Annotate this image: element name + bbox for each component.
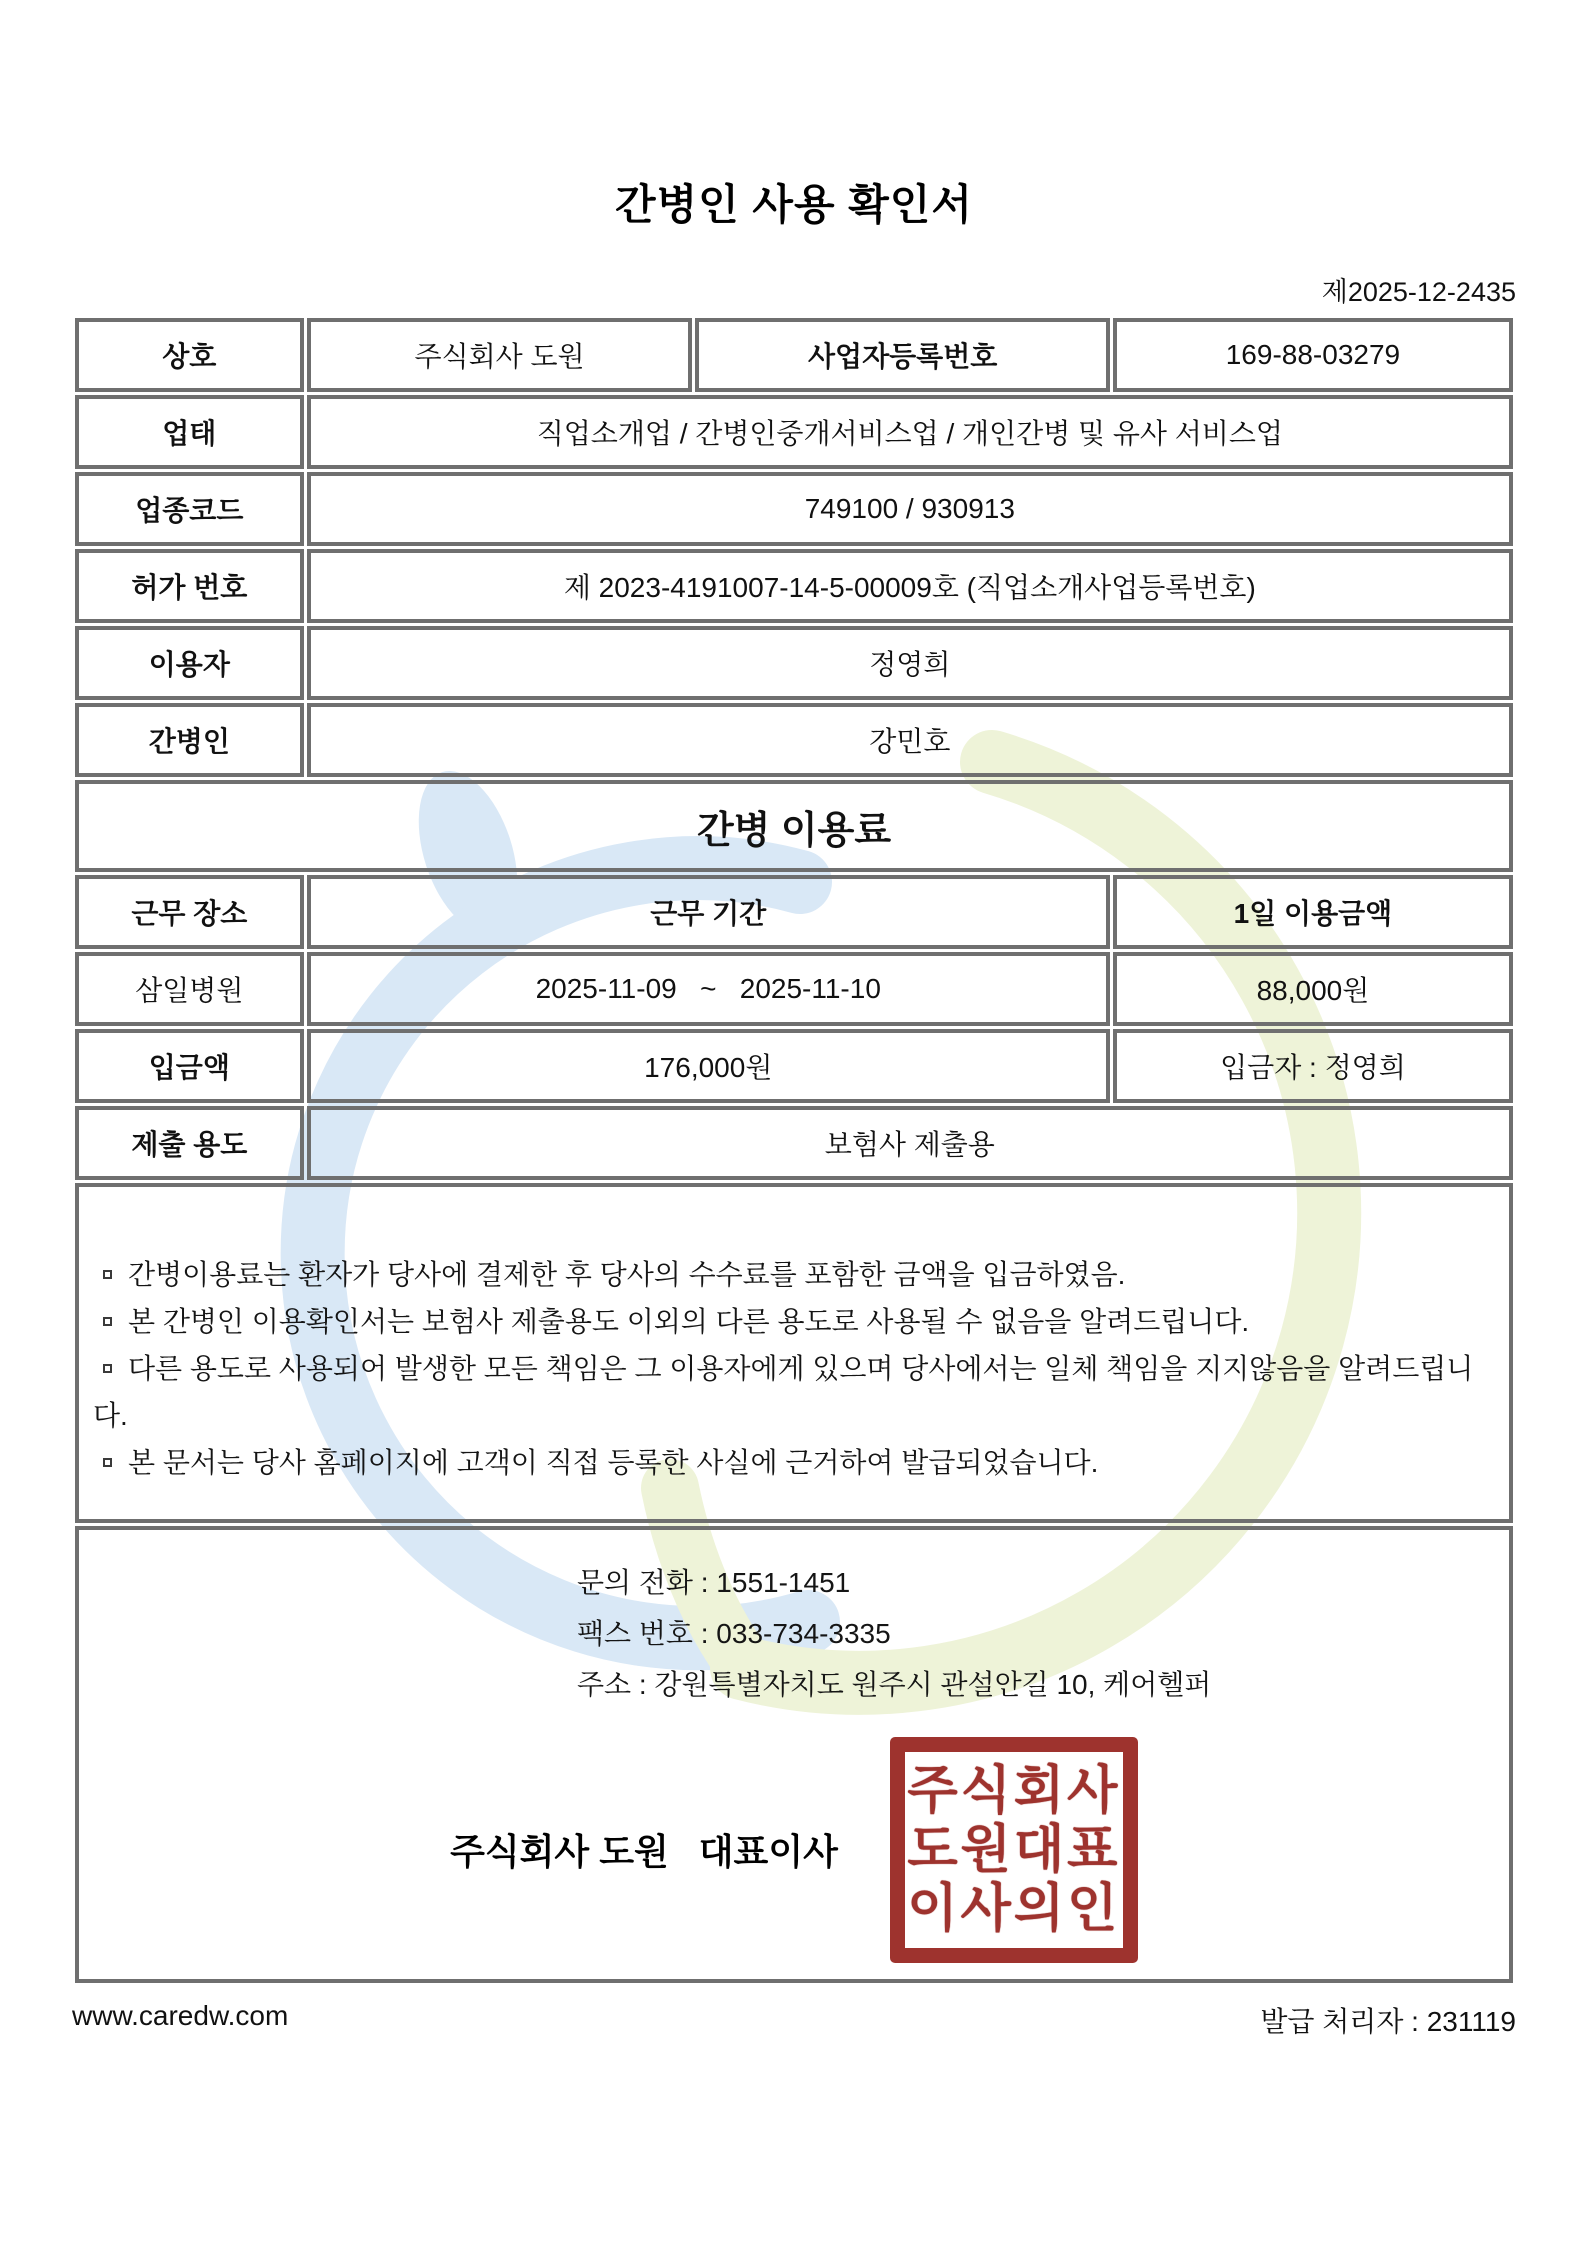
row-fee-values <box>75 952 1513 1026</box>
work-place: 삼일병원 <box>75 952 304 1026</box>
row-purpose <box>75 1106 1513 1180</box>
permit-label: 허가 번호 <box>75 549 304 623</box>
period-header: 근무 기간 <box>307 875 1110 949</box>
fax-line: 팩스 번호 : 033-734-3335 <box>577 1617 891 1649</box>
row-notes <box>75 1183 1513 1523</box>
row-fee-headers <box>75 875 1513 949</box>
note-line <box>93 1439 1487 1486</box>
company-label: 상호 <box>75 318 304 392</box>
biz-reg-label: 사업자등록번호 <box>695 318 1109 392</box>
row-user <box>75 626 1513 700</box>
place-header: 근무 장소 <box>75 875 304 949</box>
user-label: 이용자 <box>75 626 304 700</box>
fee-section-title: 간병 이용료 <box>75 780 1513 872</box>
row-deposit <box>75 1029 1513 1103</box>
square-bullet-icon <box>103 1270 112 1279</box>
row-fee-section-title <box>75 780 1513 872</box>
note-line <box>93 1298 1487 1345</box>
company-value: 주식회사 도원 <box>307 318 693 392</box>
caregiver-label: 간병인 <box>75 703 304 777</box>
deposit-label: 입금액 <box>75 1029 304 1103</box>
row-biz-code <box>75 472 1513 546</box>
phone-line: 문의 전화 : 1551-1451 <box>577 1567 851 1598</box>
notes-cell <box>75 1183 1513 1523</box>
note-text: 본 간병인 이용확인서는 보험사 제출용도 이외의 다른 용도로 사용될 수 없음을 알려드립니다. <box>128 1306 1250 1338</box>
work-period: 2025-11-09 ~ 2025-11-10 <box>307 952 1110 1026</box>
deposit-amount: 176,000원 <box>307 1029 1110 1103</box>
page-title: 간병인 사용 확인서 <box>615 181 973 228</box>
biz-code-label: 업종코드 <box>75 472 304 546</box>
daily-amount-header: 1일 이용금액 <box>1113 875 1513 949</box>
biz-reg-value: 169-88-03279 <box>1113 318 1513 392</box>
note-text: 다른 용도로 사용되어 발생한 모든 책임은 그 이용자에게 있으며 당사에서는 일체 책임을 지지않음을 알려드립니다. <box>93 1353 1474 1432</box>
user-value: 정영희 <box>307 626 1513 700</box>
caregiver-value: 강민호 <box>307 703 1513 777</box>
biz-code-value: 749100 / 930913 <box>307 472 1513 546</box>
website-url: www.caredw.com <box>72 1999 289 2031</box>
confirmation-table <box>72 315 1516 1986</box>
note-line <box>93 1345 1487 1439</box>
payer-label: 입금자 : <box>1220 1052 1325 1083</box>
biz-type-label: 업태 <box>75 395 304 469</box>
row-permit <box>75 549 1513 623</box>
seal-text-line: 도원대표 <box>907 1820 1121 1879</box>
address-line: 주소 : 강원특별자치도 원주시 관설안길 10, 케어헬퍼 <box>577 1668 1212 1700</box>
corporate-seal-stamp <box>890 1737 1138 1963</box>
note-text: 간병이용료는 환자가 당사에 결제한 후 당사의 수수료를 포함한 금액을 입금하였음. <box>128 1259 1126 1290</box>
contact-block <box>577 1558 1493 1711</box>
square-bullet-icon <box>103 1364 112 1373</box>
row-company <box>75 318 1513 392</box>
daily-amount: 88,000원 <box>1113 952 1513 1026</box>
payer-name: 정영희 <box>1324 1052 1406 1083</box>
payer-cell <box>1113 1029 1513 1103</box>
signature-cell <box>75 1526 1513 1983</box>
page-footer <box>72 2000 1516 2040</box>
issuer-id: 발급 처리자 : 231119 <box>1260 2005 1516 2037</box>
note-line <box>93 1251 1487 1298</box>
row-caregiver <box>75 703 1513 777</box>
seal-text-line: 주식회사 <box>907 1761 1121 1820</box>
company-signature-text: 주식회사 도원 대표이사 <box>450 1831 838 1873</box>
row-signature <box>75 1526 1513 1983</box>
square-bullet-icon <box>103 1458 112 1467</box>
purpose-label: 제출 용도 <box>75 1106 304 1180</box>
seal-text-line: 이사의인 <box>907 1879 1121 1938</box>
purpose-value: 보험사 제출용 <box>307 1106 1513 1180</box>
note-text: 본 문서는 당사 홈페이지에 고객이 직접 등록한 사실에 근거하여 발급되었습니다. <box>128 1447 1099 1479</box>
permit-value: 제 2023-4191007-14-5-00009호 (직업소개사업등록번호) <box>307 549 1513 623</box>
row-biz-type <box>75 395 1513 469</box>
signature-row <box>95 1737 1493 1963</box>
document-number: 제2025-12-2435 <box>1321 277 1516 307</box>
square-bullet-icon <box>103 1317 112 1326</box>
biz-type-value: 직업소개업 / 간병인중개서비스업 / 개인간병 및 유사 서비스업 <box>307 395 1513 469</box>
